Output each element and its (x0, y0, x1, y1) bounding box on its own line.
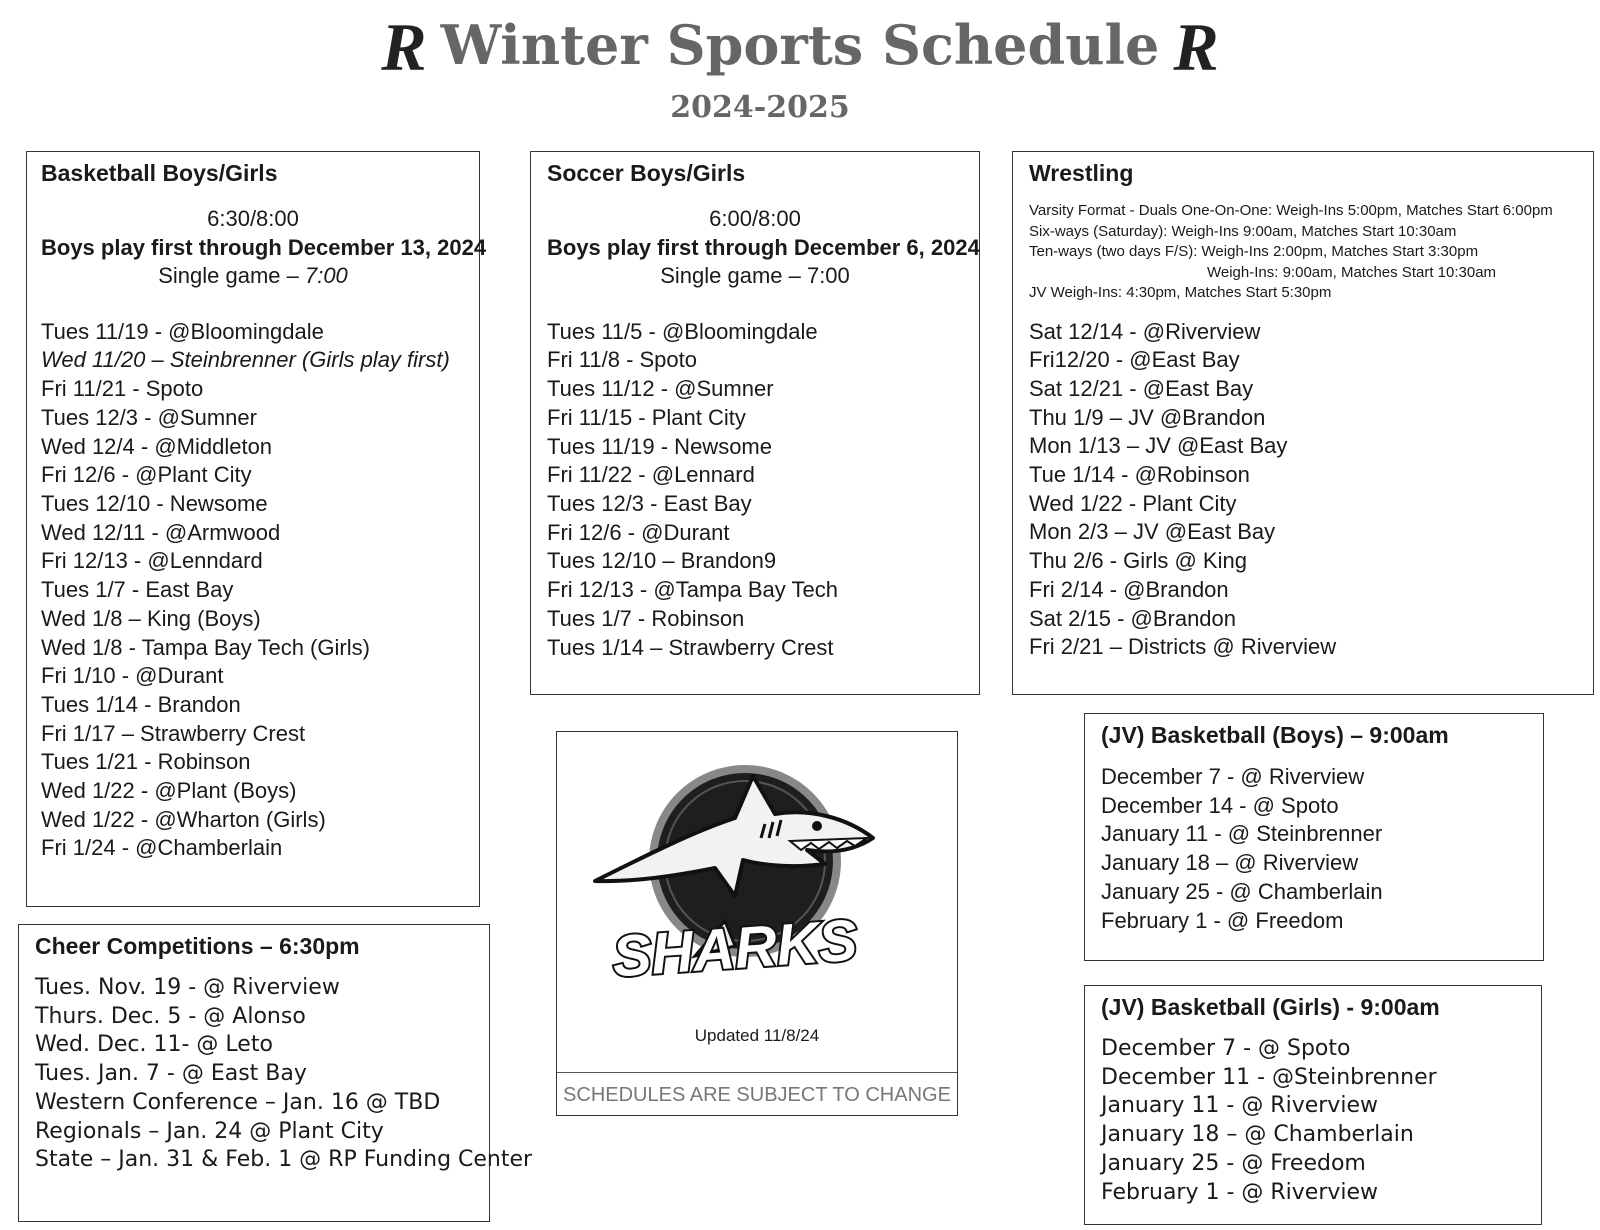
list-item: Fri 11/8 - Spoto (547, 347, 697, 373)
list-item: Tues 11/19 - Newsome (547, 433, 772, 459)
list-item: Wed 12/4 - @Middleton (41, 433, 273, 459)
list-item: January 11 - @ Steinbrenner (1101, 821, 1383, 847)
list-item: Tues 11/19 - @Bloomingdale (41, 318, 324, 344)
jv-boys-games-list (1101, 763, 1527, 935)
logo-divider (557, 1072, 957, 1073)
list-item: Tues 12/10 – Brandon9 (547, 548, 777, 574)
list-item: Fri 11/15 - Plant City (547, 404, 746, 430)
shark-eye (812, 821, 822, 831)
list-item: Tues 1/14 – Strawberry Crest (547, 634, 834, 660)
list-item: Fri 1/17 – Strawberry Crest (41, 720, 306, 746)
basketball-single-game-label: Single game – (158, 263, 305, 289)
list-item: January 25 - @ Chamberlain (1101, 878, 1383, 904)
list-item: Fri 11/21 - Spoto (41, 376, 204, 402)
list-item: Tues 1/7 - Robinson (547, 605, 745, 631)
title-text: Winter Sports Schedule (440, 13, 1160, 77)
list-item: Tues 12/10 - Newsome (41, 491, 268, 516)
list-item: Fri 2/14 - @Brandon (1029, 576, 1229, 602)
wrestling-format-varsity: Varsity Format - Duals One-On-One: Weigh-Ins 5:00pm, Matches Start 6:00pm (1029, 202, 1553, 219)
list-item: Tues 1/14 - Brandon (41, 691, 241, 717)
list-item: Wed 1/22 - @Plant (Boys) (41, 778, 297, 804)
wrestling-format-jv: JV Weigh-Ins: 4:30pm, Matches Start 5:30pm (1029, 284, 1332, 301)
list-item: Fri 1/10 - @Durant (41, 663, 224, 689)
jv-girls-schedule-box (1084, 985, 1542, 1225)
wrestling-format-ten-ways: Ten-ways (two days F/S): Weigh-Ins 2:00pm, Matches Start 3:30pm (1029, 243, 1479, 260)
list-item: Mon 1/13 – JV @East Bay (1029, 433, 1288, 459)
cheer-events-list (35, 974, 533, 1175)
list-item: Regionals – Jan. 24 @ Plant City (35, 1118, 384, 1144)
list-item: Wed 12/11 - @Armwood (41, 519, 281, 545)
list-item: Mon 2/3 – JV @East Bay (1029, 519, 1276, 545)
soccer-title: Soccer Boys/Girls (547, 160, 746, 186)
list-item: Wed 1/22 - Plant City (1029, 490, 1237, 516)
list-item: Wed 11/20 – Steinbrenner (Girls play first) (41, 347, 450, 373)
list-item: Thurs. Dec. 5 - @ Alonso (35, 1003, 306, 1029)
list-item: Wed 1/8 - Tampa Bay Tech (Girls) (41, 634, 370, 660)
list-item: December 11 - @Steinbrenner (1101, 1064, 1437, 1090)
list-item: Tues 12/3 - @Sumner (41, 404, 257, 430)
wrestling-format-six-ways: Six-ways (Saturday): Weigh-Ins 9:00am, Matches Start 10:30am (1029, 222, 1457, 240)
jv-boys-title: (JV) Basketball (Boys) – 9:00am (1101, 722, 1449, 748)
list-item: Wed 1/22 - @Wharton (Girls) (41, 806, 326, 832)
list-item: Tues. Nov. 19 - @ Riverview (35, 975, 340, 1000)
list-item: January 11 - @ Riverview (1101, 1093, 1378, 1119)
list-item: Tues 1/7 - East Bay (41, 577, 234, 603)
jv-girls-title: (JV) Basketball (Girls) - 9:00am (1101, 994, 1440, 1020)
list-item: Tues. Jan. 7 - @ East Bay (35, 1061, 307, 1087)
list-item: Fri 12/13 - @Tampa Bay Tech (547, 577, 838, 603)
season-year: 2024-2025 (670, 90, 850, 125)
list-item: Fri 1/24 - @Chamberlain (41, 835, 283, 861)
list-item: Tues 1/21 - Robinson (41, 749, 251, 775)
list-item: January 18 – @ Riverview (1101, 850, 1359, 876)
wrestling-matches-list (1029, 318, 1577, 662)
list-item: January 25 - @ Freedom (1101, 1150, 1366, 1176)
jv-boys-schedule-box (1084, 713, 1544, 961)
basketball-single-game (41, 262, 465, 291)
basketball-title: Basketball Boys/Girls (41, 160, 278, 186)
list-item: Fri 2/21 – Districts @ Riverview (1029, 634, 1337, 660)
school-emblem-left: R (381, 9, 427, 85)
list-item: December 7 - @ Spoto (1101, 1036, 1351, 1061)
list-item: Sat 2/15 - @Brandon (1029, 605, 1237, 631)
list-item: Tues 11/12 - @Sumner (547, 376, 774, 402)
soccer-schedule-box (530, 151, 980, 695)
list-item: Sat 12/21 - @East Bay (1029, 375, 1254, 401)
list-item: Sat 12/14 - @Riverview (1029, 318, 1261, 344)
list-item: Tues 11/5 - @Bloomingdale (547, 318, 818, 344)
list-item: December 14 - @ Spoto (1101, 792, 1339, 818)
basketball-schedule-box (26, 151, 487, 907)
jv-girls-games-list (1101, 1035, 1525, 1207)
list-item: Thu 2/6 - Girls @ King (1029, 548, 1247, 574)
soccer-times: 6:00/8:00 (709, 206, 801, 231)
list-item: Fri 12/13 - @Lenndard (41, 548, 263, 574)
basketball-times: 6:30/8:00 (207, 206, 299, 231)
wrestling-title: Wrestling (1029, 160, 1134, 186)
list-item: Wed 1/8 – King (Boys) (41, 605, 261, 631)
basketball-single-game-time: 7:00 (304, 263, 348, 289)
list-item: Tue 1/14 - @Robinson (1029, 462, 1250, 488)
wrestling-schedule-box (1012, 151, 1594, 695)
list-item: Wed. Dec. 11- @ Leto (35, 1032, 273, 1058)
soccer-note: Boys play first through December 6, 2024 (547, 234, 980, 260)
logo-box (556, 731, 958, 1116)
list-item: February 1 - @ Freedom (1101, 907, 1344, 933)
list-item: Fri12/20 - @East Bay (1029, 347, 1240, 373)
list-item: Fri 12/6 - @Durant (547, 519, 730, 545)
updated-date: Updated 11/8/24 (694, 1026, 820, 1045)
basketball-games-list (41, 318, 465, 863)
list-item: December 7 - @ Riverview (1101, 764, 1365, 789)
soccer-single-game: Single game – 7:00 (660, 263, 850, 289)
basketball-note: Boys play first through December 13, 2024 (41, 234, 487, 260)
list-item: Fri 12/6 - @Plant City (41, 462, 252, 488)
list-item: February 1 - @ Riverview (1101, 1179, 1379, 1205)
sharks-logo (585, 746, 885, 1016)
cheer-title: Cheer Competitions – 6:30pm (35, 933, 360, 959)
list-item: Western Conference – Jan. 16 @ TBD (35, 1089, 441, 1115)
wrestling-format-ten-ways-day2: Weigh-Ins: 9:00am, Matches Start 10:30am (1207, 263, 1497, 281)
list-item: State – Jan. 31 & Feb. 1 @ RP Funding Center (35, 1147, 533, 1173)
school-emblem-right: R (1173, 9, 1219, 85)
list-item: Thu 1/9 – JV @Brandon (1029, 404, 1266, 430)
list-item: Tues 12/3 - East Bay (547, 491, 752, 516)
list-item: Fri 11/22 - @Lennard (547, 462, 755, 488)
logo-text: SHARKS (610, 907, 860, 990)
cheer-schedule-box (18, 924, 533, 1222)
list-item: January 18 – @ Chamberlain (1101, 1122, 1414, 1148)
disclaimer-text: SCHEDULES ARE SUBJECT TO CHANGE (563, 1084, 951, 1106)
soccer-games-list (547, 318, 963, 662)
page-title (0, 8, 1600, 87)
